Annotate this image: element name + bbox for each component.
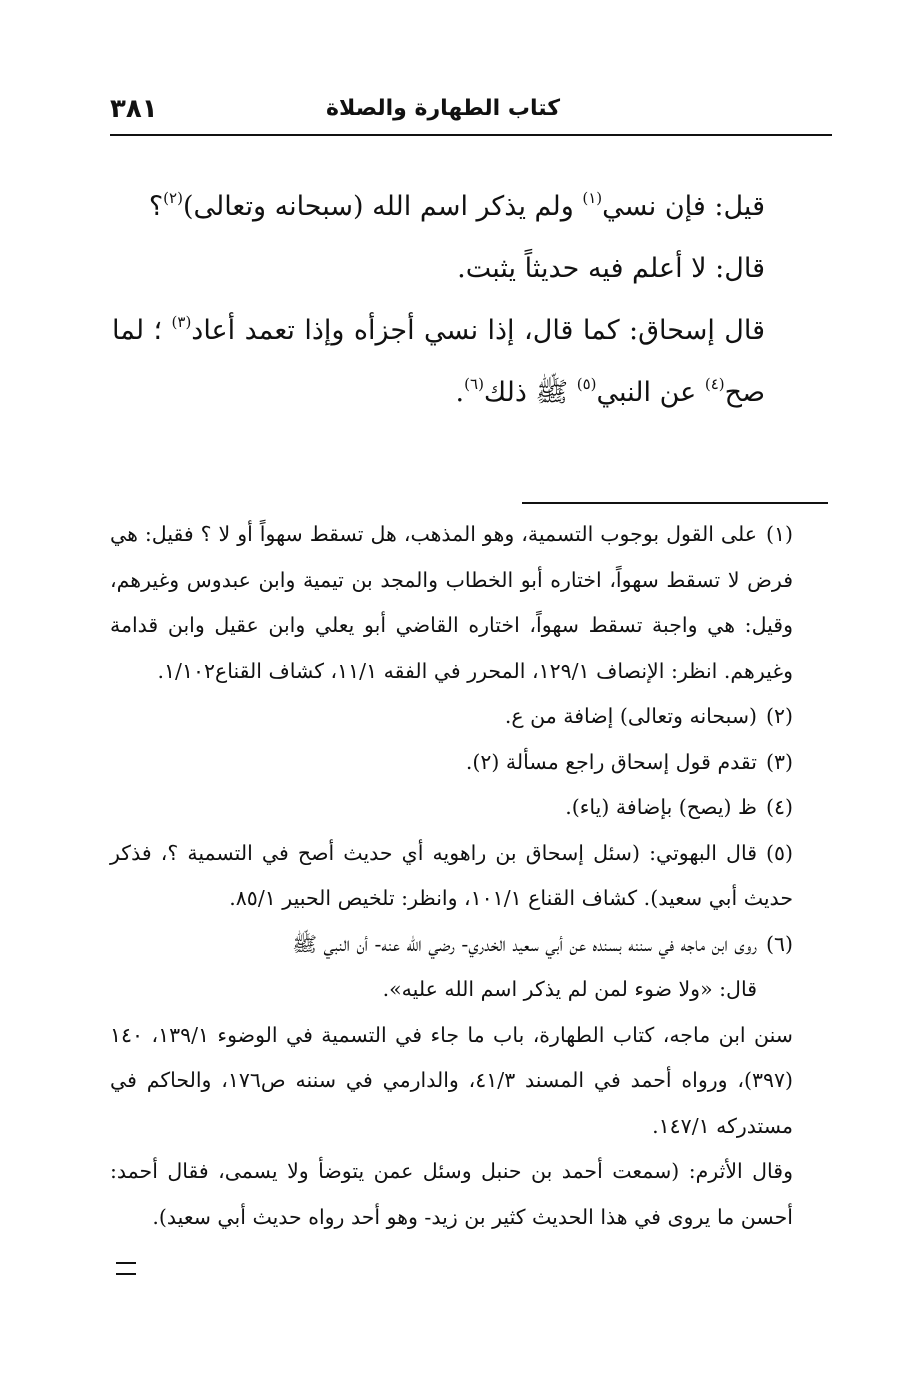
footnote-text: على القول بوجوب التسمية، وهو المذهب، هل تسقط سهواً أو لا ؟ فقيل: هي فرض لا تسقط سهواً، اختاره أبو الخطاب والمجد بن تيمية وابن عبدوس وغيرهم، وقيل: هي واجبة تسقط سهواً، اختاره القاضي أبو يعلي وابن عقيل وابن قدامة وغيرهم. انظر: الإنصاف ١٢٩/١، المحرر في الفقه ١١/١، كشاف القناع١/١٠٢. (110, 522, 793, 683)
main-paragraph-2 (112, 238, 765, 300)
continued-mark (116, 1262, 136, 1275)
footnote-6-quote: قال: «ولا ضوء لمن لم يذكر اسم الله عليه». (382, 977, 757, 1001)
footnote-ref-6[interactable]: (٦) (464, 375, 484, 393)
footnote-separator (522, 502, 828, 504)
footnote-ref-5[interactable]: (٥) (576, 375, 597, 393)
footnote-number: (١) (765, 522, 793, 546)
main-paragraph-3 (112, 300, 765, 424)
footnote-number: (٥) (765, 840, 793, 865)
footnote-6 (110, 922, 793, 968)
footnote-number: (٤) (765, 795, 793, 819)
text-run: قال إسحاق: كما قال، إذا نسي أجزأه وإذا تعمد أعاد (191, 315, 766, 346)
header-rule (110, 134, 832, 136)
footnote-text: تقدم قول إسحاق راجع مسألة (٢). (465, 749, 757, 774)
footnotes (110, 512, 793, 1240)
main-text (112, 176, 765, 424)
running-header (110, 96, 830, 132)
footnote-number: (٢) (765, 704, 793, 728)
text-run: قيل: فإن نسي (602, 191, 765, 222)
text-run: . (455, 377, 465, 408)
footnote-ref-4[interactable]: (٤) (704, 375, 725, 393)
header-title: كتاب الطهارة والصلاة (326, 96, 560, 121)
footnote-text: قال البهوتي: (سئل إسحاق بن راهويه أي حديث أصح في التسمية ؟، فذكر حديث أبي سعيد). كشاف القناع ١٠١/١، وانظر: تلخيص الحبير ٨٥/١. (110, 840, 793, 910)
main-paragraph-1 (112, 176, 765, 238)
footnote-1 (110, 512, 793, 694)
footnote-3 (110, 740, 793, 786)
footnote-6-athram: وقال الأثرم: (سمعت أحمد بن حنبل وسئل عمن يتوضأ ولا يسمى، فقال أحمد: أحسن ما يروى في هذا الحديث كثير بن زيد- وهو أحد رواه حديث أبي سعيد). (110, 1159, 793, 1229)
text-run: ولم يذكر اسم الله (سبحانه وتعالى) (182, 191, 583, 222)
text-run: قال: لا أعلم فيه حديثاً يثبت. (457, 253, 765, 284)
text-run: ﷺ ذلك (483, 377, 577, 408)
footnote-text: ظ (يصح) بإضافة (ياء). (565, 795, 757, 819)
footnote-4 (110, 785, 793, 831)
footnote-5 (110, 831, 793, 922)
footnote-number: (٣) (765, 749, 793, 774)
footnote-text: روى ابن ماجه في سننه بسنده عن أبي سعيد الخدري- رضي الله عنه- أن النبي ﷺ (292, 931, 757, 956)
text-run: ؟ (148, 191, 164, 222)
footnote-ref-1[interactable]: (١) (582, 189, 603, 207)
footnote-2 (110, 694, 793, 740)
footnote-number: (٦) (765, 931, 793, 956)
footnote-ref-3[interactable]: (٣) (171, 313, 192, 331)
footnote-text: (سبحانه وتعالى) إضافة من ع. (504, 704, 757, 728)
footnote-6-citation: سنن ابن ماجه، كتاب الطهارة، باب ما جاء في التسمية في الوضوء ١٣٩/١، ١٤٠ (٣٩٧)، ورواه أحمد في المسند ٤١/٣، والدارمي في سننه ص١٧٦، والحاكم في مستدركه ١٤٧/١. (110, 1022, 793, 1138)
page-number: ٣٨١ (110, 94, 158, 124)
text-run: عن النبي (596, 377, 705, 408)
text-run: ؛ لما صح (112, 315, 765, 408)
footnote-ref-2[interactable]: (٢) (163, 189, 183, 207)
